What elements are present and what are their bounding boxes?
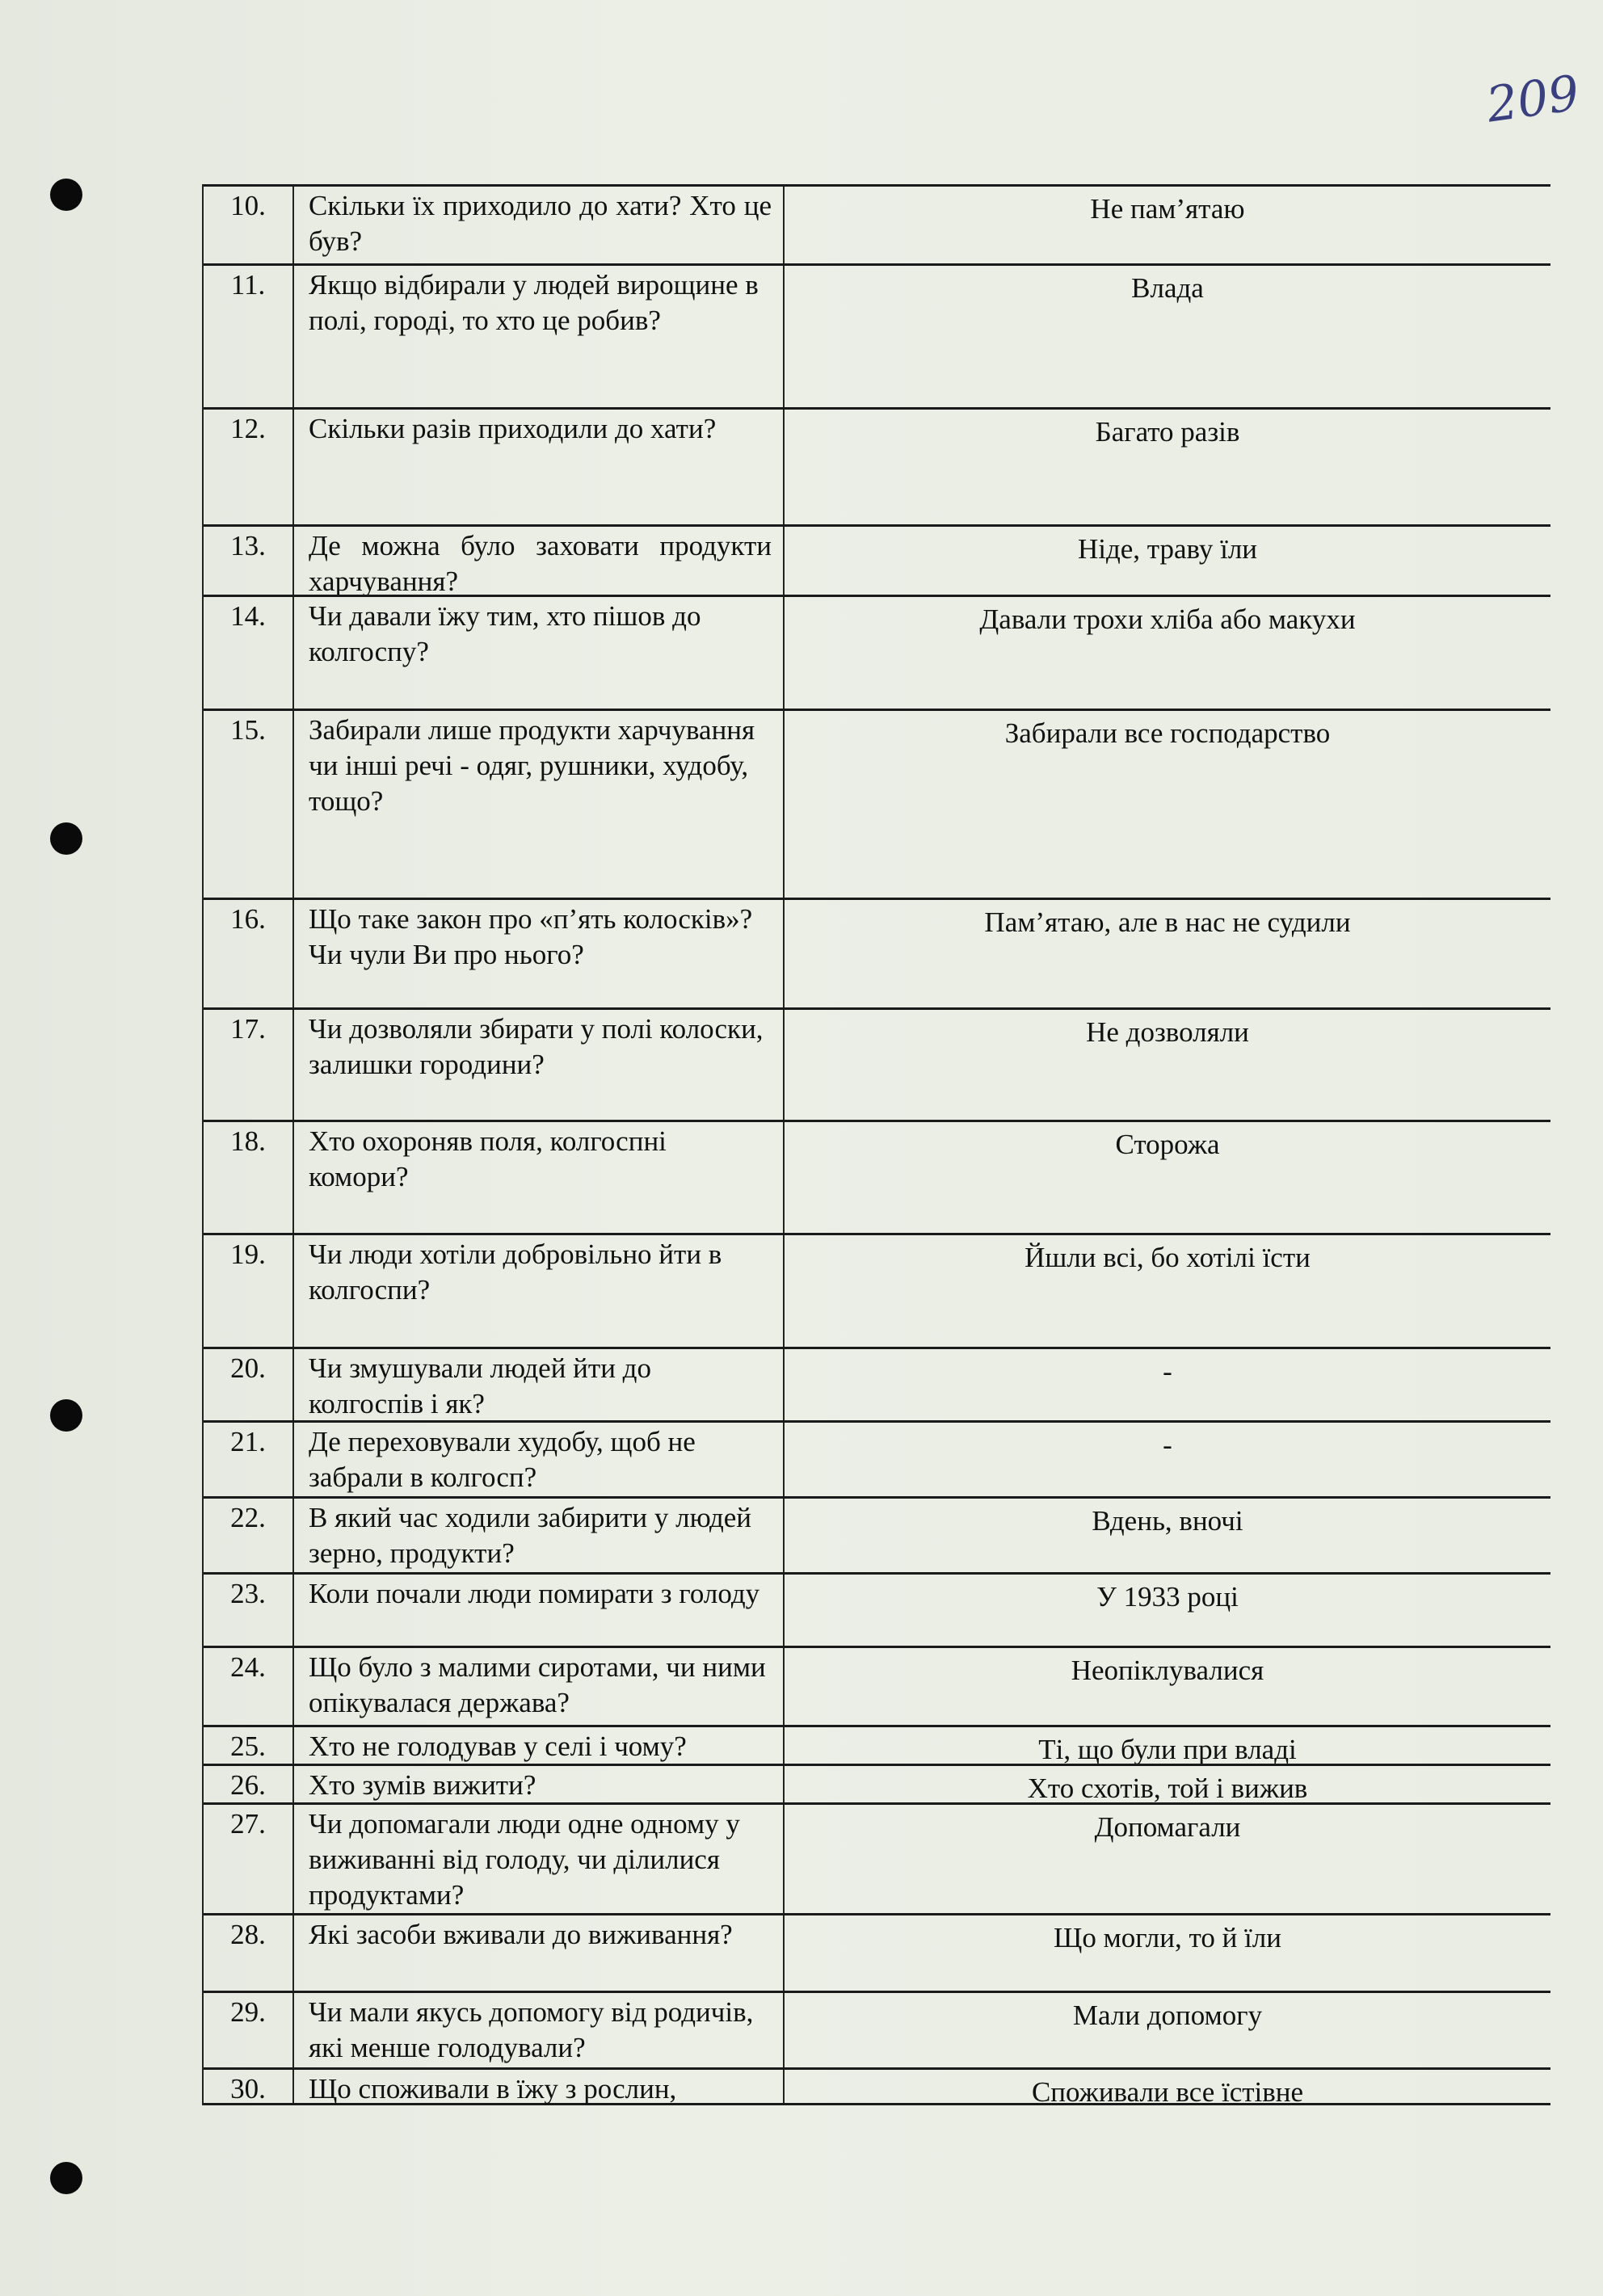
table-row — [204, 1913, 1550, 1991]
answer-text: Багато разів — [1095, 416, 1240, 448]
question-text: Хто охороняв поля, колгоспні комори? — [294, 1122, 785, 1233]
question-text: Які засоби вживали до виживання? — [294, 1915, 785, 1991]
answer-text: Ті, що були при владі — [1038, 1734, 1297, 1765]
table-row — [204, 263, 1550, 407]
question-number: 12. — [204, 410, 294, 524]
question-number: 16. — [204, 900, 294, 1007]
question-text: Де переховували худобу, щоб не забрали в колгосп? — [294, 1423, 785, 1496]
table-row — [204, 709, 1550, 898]
question-text: Скільки їх приходило до хати? Хто це був? — [294, 187, 785, 263]
answer-text: Пам’ятаю, але в нас не судили — [984, 906, 1351, 938]
answer-text: Сторожа — [1115, 1129, 1220, 1160]
answer-text: Хто схотів, той і вижив — [1027, 1772, 1308, 1804]
question-number: 18. — [204, 1122, 294, 1233]
question-number: 27. — [204, 1805, 294, 1913]
question-number: 19. — [204, 1235, 294, 1347]
question-text: Чи змушували людей йти до колгоспів і як? — [294, 1349, 785, 1420]
answer-text: Давали трохи хліба або макухи — [979, 603, 1356, 635]
question-number: 13. — [204, 527, 294, 595]
table-row — [204, 524, 1550, 595]
answer-text: Забирали все господарство — [1004, 717, 1331, 749]
answer-text: Що могли, то й їли — [1054, 1922, 1281, 1953]
questionnaire-table — [202, 184, 1550, 2108]
question-number: 21. — [204, 1423, 294, 1496]
punch-hole-icon — [50, 822, 82, 855]
question-number: 17. — [204, 1010, 294, 1120]
question-number: 29. — [204, 1993, 294, 2067]
table-row — [204, 1120, 1550, 1233]
question-text: Чи давали їжу тим, хто пішов до колгоспу? — [294, 597, 785, 709]
question-text: Що таке закон про «п’ять колосків»? Чи чули Ви про нього? — [294, 900, 785, 1007]
question-text: Чи дозволяли збирати у полі колоски, залишки городини? — [294, 1010, 785, 1120]
answer-text: Влада — [1131, 272, 1204, 304]
answer-text: - — [1163, 1429, 1172, 1461]
table-row — [204, 1420, 1550, 1496]
table-row — [204, 1646, 1550, 1725]
punch-hole-icon — [50, 1399, 82, 1432]
question-text: Чи мали якусь допомогу від родичів, які менше голодували? — [294, 1993, 785, 2067]
answer-text: Мали допомогу — [1072, 2000, 1263, 2031]
question-number: 25. — [204, 1727, 294, 1764]
answer-text: Йшли всі, бо хотілі їсти — [1024, 1242, 1311, 1273]
question-text: Хто не голодував у селі і чому? — [294, 1727, 785, 1764]
question-number: 26. — [204, 1766, 294, 1802]
question-number: 22. — [204, 1499, 294, 1572]
punch-hole-icon — [50, 2162, 82, 2194]
question-text: Скільки разів приходили до хати? — [294, 410, 785, 524]
question-text: В який час ходили забирити у людей зерно, продукти? — [294, 1499, 785, 1572]
table-row — [204, 595, 1550, 709]
question-number: 10. — [204, 187, 294, 263]
question-text: Чи допомагали люди одне одному у виживанні від голоду, чи ділилися продуктами? — [294, 1805, 785, 1913]
table-row — [204, 1572, 1550, 1646]
answer-text: У 1933 році — [1096, 1581, 1239, 1613]
question-number: 30. — [204, 2070, 294, 2103]
table-row — [204, 1991, 1550, 2067]
answer-text: Не пам’ятаю — [1090, 193, 1245, 225]
answer-text: Ніде, траву їли — [1077, 533, 1258, 565]
question-text: Що було з малими сиротами, чи ними опікувалася держава? — [294, 1648, 785, 1725]
question-number: 11. — [204, 266, 294, 407]
table-row — [204, 1347, 1550, 1420]
question-number: 15. — [204, 711, 294, 898]
handwritten-page-number: 209 — [1483, 65, 1583, 134]
answer-text: Допомагали — [1094, 1811, 1241, 1843]
answer-text: Не дозволяли — [1086, 1016, 1249, 1048]
question-text: Забирали лише продукти харчування чи інші речі - одяг, рушники, худобу, тощо? — [294, 711, 785, 898]
table-row — [204, 2067, 1550, 2108]
question-number: 28. — [204, 1915, 294, 1991]
question-number: 14. — [204, 597, 294, 709]
answer-text: Споживали все їстівне — [1031, 2076, 1304, 2108]
table-row — [204, 184, 1550, 263]
table-row — [204, 1802, 1550, 1913]
question-number: 20. — [204, 1349, 294, 1420]
question-text: Що споживали в їжу з рослин, — [294, 2070, 785, 2103]
answer-text: - — [1163, 1356, 1172, 1387]
question-number: 23. — [204, 1575, 294, 1646]
table-row — [204, 898, 1550, 1007]
question-number: 24. — [204, 1648, 294, 1725]
table-row — [204, 1764, 1550, 1802]
answer-text: Вдень, вночі — [1092, 1505, 1243, 1537]
question-text: Коли почали люди помирати з голоду — [294, 1575, 785, 1646]
question-text: Хто зумів вижити? — [294, 1766, 785, 1802]
table-row — [204, 407, 1550, 524]
punch-hole-icon — [50, 179, 82, 211]
answer-text: Неопіклувалися — [1071, 1655, 1264, 1686]
table-row — [204, 1725, 1550, 1764]
question-text: Якщо відбирали у людей вирощине в полі, городі, то хто це робив? — [294, 266, 785, 407]
table-row — [204, 1007, 1550, 1120]
table-row — [204, 1496, 1550, 1572]
question-text: Де можна було заховати продукти харчування? — [294, 527, 785, 595]
question-text: Чи люди хотіли добровільно йти в колгоспи? — [294, 1235, 785, 1347]
table-row — [204, 1233, 1550, 1347]
